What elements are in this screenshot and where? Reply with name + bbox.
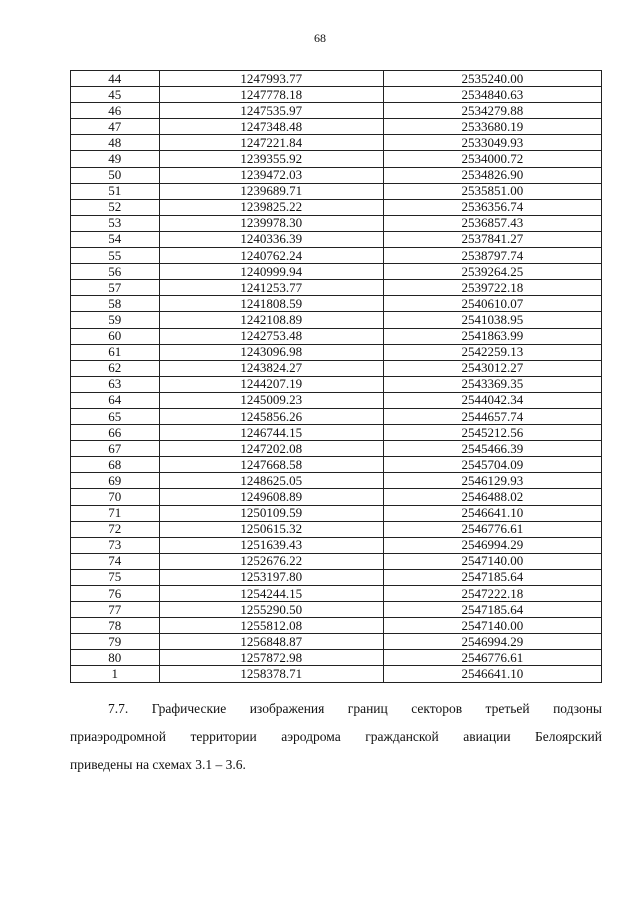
table-row xyxy=(71,183,602,199)
x-coordinate-cell: 1245009.23 xyxy=(159,392,383,408)
table-row xyxy=(71,264,602,280)
table-row xyxy=(71,135,602,151)
point-number-cell: 70 xyxy=(71,489,160,505)
point-number-cell: 77 xyxy=(71,602,160,618)
point-number-cell: 64 xyxy=(71,392,160,408)
x-coordinate-cell: 1252676.22 xyxy=(159,553,383,569)
point-number-cell: 65 xyxy=(71,408,160,424)
paragraph-line: приведены на схемах 3.1 – 3.6. xyxy=(70,757,246,772)
y-coordinate-cell: 2535851.00 xyxy=(383,183,601,199)
y-coordinate-cell: 2534826.90 xyxy=(383,167,601,183)
table-row xyxy=(71,231,602,247)
x-coordinate-cell: 1247778.18 xyxy=(159,87,383,103)
x-coordinate-cell: 1247348.48 xyxy=(159,119,383,135)
y-coordinate-cell: 2547140.00 xyxy=(383,618,601,634)
y-coordinate-cell: 2547185.64 xyxy=(383,569,601,585)
x-coordinate-cell: 1241808.59 xyxy=(159,296,383,312)
table-row xyxy=(71,586,602,602)
point-number-cell: 74 xyxy=(71,553,160,569)
y-coordinate-cell: 2543369.35 xyxy=(383,376,601,392)
table-row xyxy=(71,360,602,376)
x-coordinate-cell: 1242753.48 xyxy=(159,328,383,344)
x-coordinate-cell: 1247668.58 xyxy=(159,457,383,473)
point-number-cell: 61 xyxy=(71,344,160,360)
point-number-cell: 60 xyxy=(71,328,160,344)
point-number-cell: 71 xyxy=(71,505,160,521)
page-number: 68 xyxy=(314,31,326,45)
point-number-cell: 58 xyxy=(71,296,160,312)
y-coordinate-cell: 2545466.39 xyxy=(383,441,601,457)
table-row xyxy=(71,441,602,457)
y-coordinate-cell: 2536857.43 xyxy=(383,215,601,231)
y-coordinate-cell: 2545704.09 xyxy=(383,457,601,473)
y-coordinate-cell: 2542259.13 xyxy=(383,344,601,360)
x-coordinate-cell: 1239978.30 xyxy=(159,215,383,231)
x-coordinate-cell: 1243096.98 xyxy=(159,344,383,360)
table-row xyxy=(71,344,602,360)
table-row xyxy=(71,71,602,87)
x-coordinate-cell: 1249608.89 xyxy=(159,489,383,505)
x-coordinate-cell: 1248625.05 xyxy=(159,473,383,489)
y-coordinate-cell: 2533049.93 xyxy=(383,135,601,151)
table-row xyxy=(71,328,602,344)
point-number-cell: 56 xyxy=(71,264,160,280)
point-number-cell: 67 xyxy=(71,441,160,457)
y-coordinate-cell: 2543012.27 xyxy=(383,360,601,376)
point-number-cell: 76 xyxy=(71,586,160,602)
point-number-cell: 48 xyxy=(71,135,160,151)
x-coordinate-cell: 1254244.15 xyxy=(159,586,383,602)
table-row xyxy=(71,650,602,666)
y-coordinate-cell: 2539264.25 xyxy=(383,264,601,280)
point-number-cell: 54 xyxy=(71,231,160,247)
table-row xyxy=(71,376,602,392)
table-row xyxy=(71,666,602,682)
y-coordinate-cell: 2534279.88 xyxy=(383,103,601,119)
table-row xyxy=(71,199,602,215)
x-coordinate-cell: 1244207.19 xyxy=(159,376,383,392)
x-coordinate-cell: 1245856.26 xyxy=(159,408,383,424)
table-row xyxy=(71,151,602,167)
point-number-cell: 47 xyxy=(71,119,160,135)
point-number-cell: 59 xyxy=(71,312,160,328)
y-coordinate-cell: 2534000.72 xyxy=(383,151,601,167)
y-coordinate-cell: 2546129.93 xyxy=(383,473,601,489)
point-number-cell: 66 xyxy=(71,425,160,441)
table-row xyxy=(71,457,602,473)
x-coordinate-cell: 1239355.92 xyxy=(159,151,383,167)
table-row xyxy=(71,215,602,231)
table-row xyxy=(71,87,602,103)
point-number-cell: 72 xyxy=(71,521,160,537)
point-number-cell: 73 xyxy=(71,537,160,553)
y-coordinate-cell: 2547140.00 xyxy=(383,553,601,569)
x-coordinate-cell: 1256848.87 xyxy=(159,634,383,650)
point-number-cell: 78 xyxy=(71,618,160,634)
x-coordinate-cell: 1247221.84 xyxy=(159,135,383,151)
x-coordinate-cell: 1253197.80 xyxy=(159,569,383,585)
x-coordinate-cell: 1240762.24 xyxy=(159,248,383,264)
y-coordinate-cell: 2533680.19 xyxy=(383,119,601,135)
point-number-cell: 44 xyxy=(71,71,160,87)
table-row xyxy=(71,473,602,489)
table-row xyxy=(71,489,602,505)
table-row xyxy=(71,280,602,296)
point-number-cell: 80 xyxy=(71,650,160,666)
table-row xyxy=(71,408,602,424)
y-coordinate-cell: 2540610.07 xyxy=(383,296,601,312)
table-row xyxy=(71,103,602,119)
table-row xyxy=(71,634,602,650)
paragraph-line: 7.7. Графические изображения границ секторов третьей подзоны xyxy=(108,701,602,716)
x-coordinate-cell: 1251639.43 xyxy=(159,537,383,553)
point-number-cell: 51 xyxy=(71,183,160,199)
x-coordinate-cell: 1255290.50 xyxy=(159,602,383,618)
table-row xyxy=(71,602,602,618)
table-row xyxy=(71,618,602,634)
point-number-cell: 69 xyxy=(71,473,160,489)
y-coordinate-cell: 2546488.02 xyxy=(383,489,601,505)
point-number-cell: 52 xyxy=(71,199,160,215)
body-paragraph xyxy=(70,695,602,779)
x-coordinate-cell: 1242108.89 xyxy=(159,312,383,328)
y-coordinate-cell: 2545212.56 xyxy=(383,425,601,441)
point-number-cell: 57 xyxy=(71,280,160,296)
y-coordinate-cell: 2546641.10 xyxy=(383,666,601,682)
table-row xyxy=(71,521,602,537)
point-number-cell: 45 xyxy=(71,87,160,103)
table-row xyxy=(71,505,602,521)
x-coordinate-cell: 1255812.08 xyxy=(159,618,383,634)
y-coordinate-cell: 2546994.29 xyxy=(383,634,601,650)
point-number-cell: 62 xyxy=(71,360,160,376)
y-coordinate-cell: 2546776.61 xyxy=(383,521,601,537)
x-coordinate-cell: 1257872.98 xyxy=(159,650,383,666)
y-coordinate-cell: 2547222.18 xyxy=(383,586,601,602)
y-coordinate-cell: 2541863.99 xyxy=(383,328,601,344)
table-row xyxy=(71,296,602,312)
x-coordinate-cell: 1250109.59 xyxy=(159,505,383,521)
y-coordinate-cell: 2534840.63 xyxy=(383,87,601,103)
y-coordinate-cell: 2539722.18 xyxy=(383,280,601,296)
y-coordinate-cell: 2541038.95 xyxy=(383,312,601,328)
point-number-cell: 55 xyxy=(71,248,160,264)
y-coordinate-cell: 2538797.74 xyxy=(383,248,601,264)
x-coordinate-cell: 1247535.97 xyxy=(159,103,383,119)
point-number-cell: 75 xyxy=(71,569,160,585)
point-number-cell: 50 xyxy=(71,167,160,183)
x-coordinate-cell: 1247202.08 xyxy=(159,441,383,457)
x-coordinate-cell: 1243824.27 xyxy=(159,360,383,376)
point-number-cell: 68 xyxy=(71,457,160,473)
x-coordinate-cell: 1240336.39 xyxy=(159,231,383,247)
x-coordinate-cell: 1239689.71 xyxy=(159,183,383,199)
table-row xyxy=(71,167,602,183)
point-number-cell: 46 xyxy=(71,103,160,119)
x-coordinate-cell: 1239825.22 xyxy=(159,199,383,215)
paragraph-line: приаэродромной территории аэродрома гражданской авиации Белоярский xyxy=(70,729,602,744)
y-coordinate-cell: 2537841.27 xyxy=(383,231,601,247)
point-number-cell: 1 xyxy=(71,666,160,682)
x-coordinate-cell: 1247993.77 xyxy=(159,71,383,87)
table-row xyxy=(71,425,602,441)
table-row xyxy=(71,537,602,553)
point-number-cell: 53 xyxy=(71,215,160,231)
y-coordinate-cell: 2546994.29 xyxy=(383,537,601,553)
table-row xyxy=(71,392,602,408)
y-coordinate-cell: 2546641.10 xyxy=(383,505,601,521)
y-coordinate-cell: 2544657.74 xyxy=(383,408,601,424)
coordinates-table xyxy=(70,70,602,683)
point-number-cell: 79 xyxy=(71,634,160,650)
table-row xyxy=(71,312,602,328)
point-number-cell: 49 xyxy=(71,151,160,167)
x-coordinate-cell: 1241253.77 xyxy=(159,280,383,296)
y-coordinate-cell: 2544042.34 xyxy=(383,392,601,408)
y-coordinate-cell: 2546776.61 xyxy=(383,650,601,666)
x-coordinate-cell: 1246744.15 xyxy=(159,425,383,441)
table-row xyxy=(71,119,602,135)
coordinates-table-body xyxy=(71,71,602,683)
table-row xyxy=(71,553,602,569)
table-row xyxy=(71,569,602,585)
point-number-cell: 63 xyxy=(71,376,160,392)
y-coordinate-cell: 2536356.74 xyxy=(383,199,601,215)
x-coordinate-cell: 1250615.32 xyxy=(159,521,383,537)
x-coordinate-cell: 1239472.03 xyxy=(159,167,383,183)
y-coordinate-cell: 2547185.64 xyxy=(383,602,601,618)
x-coordinate-cell: 1258378.71 xyxy=(159,666,383,682)
table-row xyxy=(71,248,602,264)
x-coordinate-cell: 1240999.94 xyxy=(159,264,383,280)
y-coordinate-cell: 2535240.00 xyxy=(383,71,601,87)
